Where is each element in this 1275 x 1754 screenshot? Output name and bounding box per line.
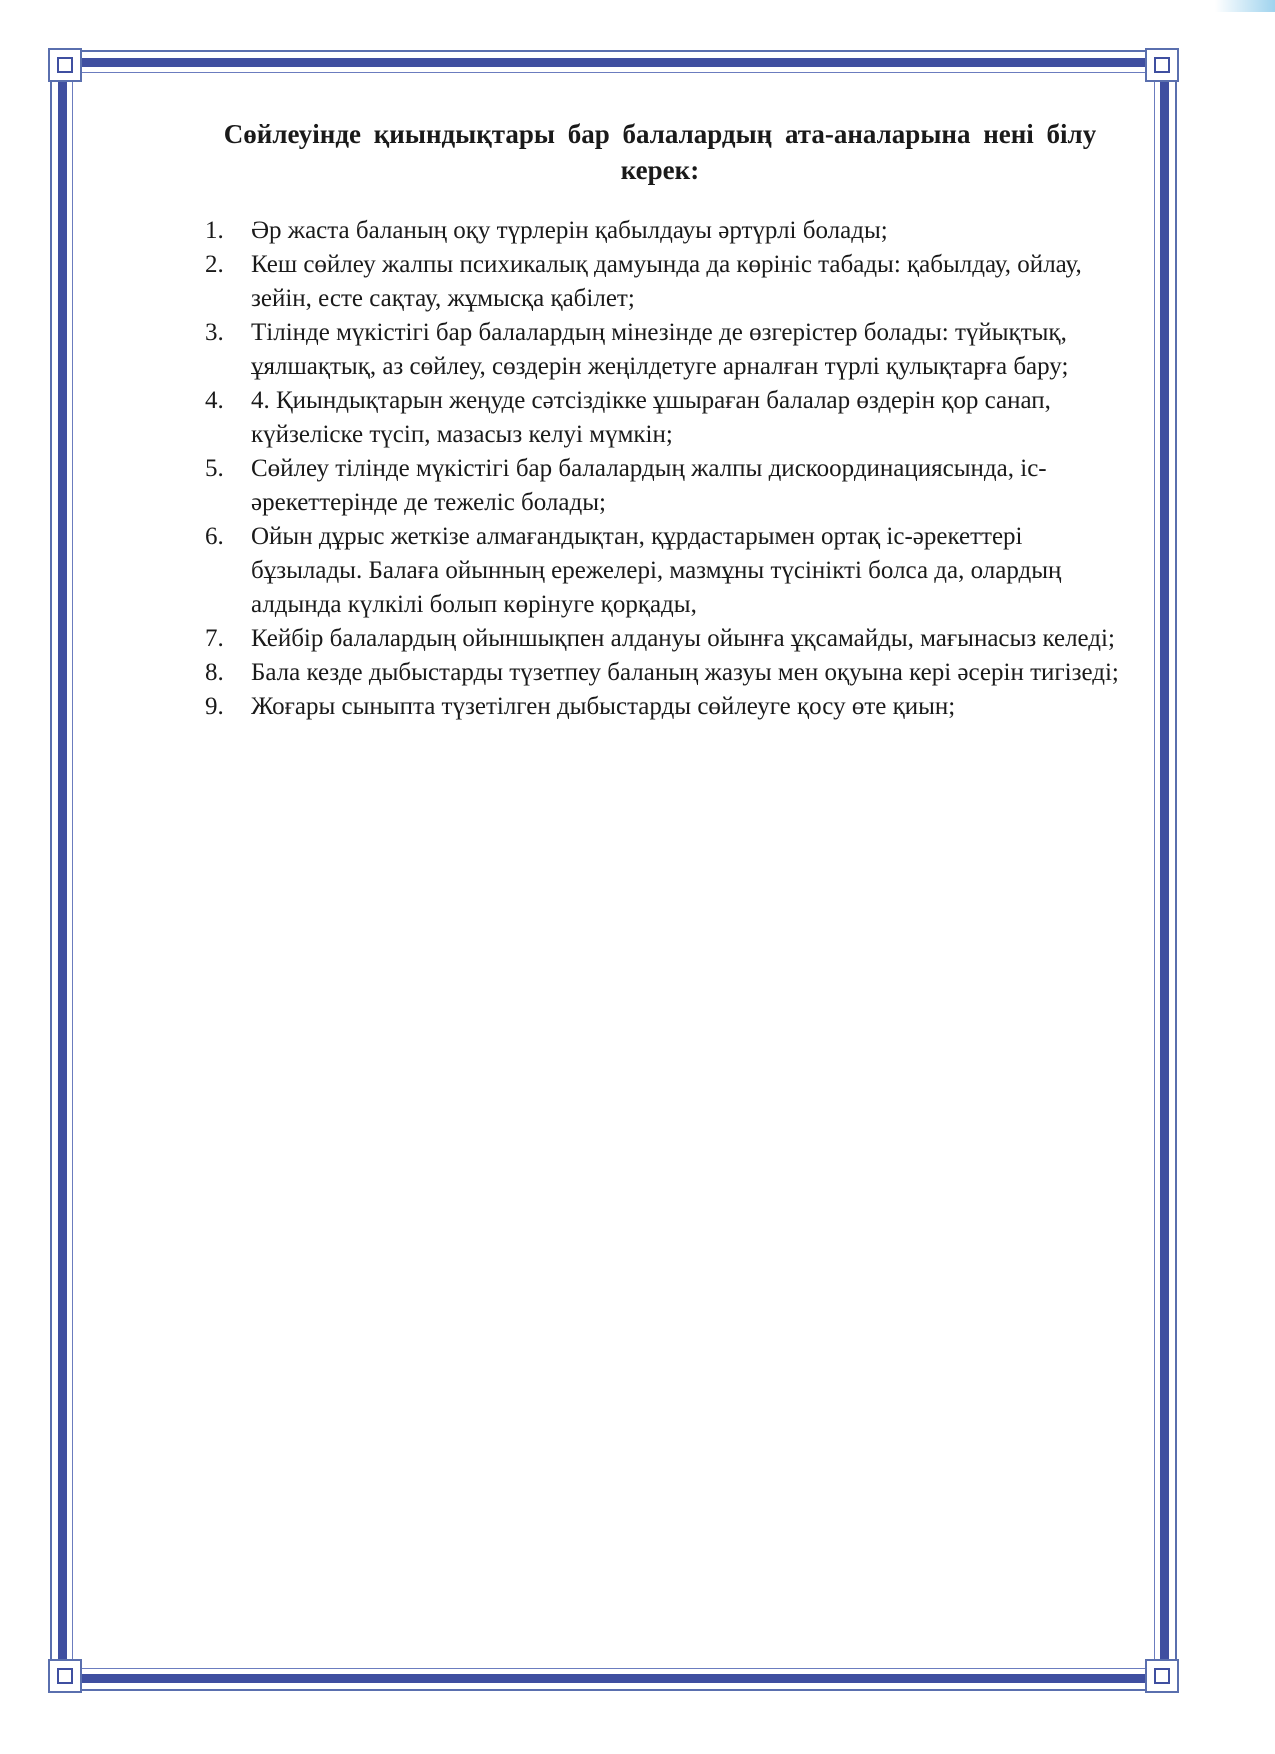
- list-item: [205, 384, 1135, 452]
- frame-corner-ornament: [1145, 48, 1179, 82]
- frame-corner-ornament: [48, 1659, 82, 1693]
- frame-corner-ornament: [1145, 1659, 1179, 1693]
- document-title: Сөйлеуінде қиындықтары бар балалардың ата-аналарына нені білу керек:: [223, 119, 1097, 185]
- list-item: [205, 656, 1135, 690]
- item-number: 8.: [205, 659, 224, 686]
- item-text: Кейбір балалардың ойыншықпен алдануы ойынға ұқсамайды, мағынасыз келеді;: [251, 625, 1115, 652]
- item-text: Жоғары сыныпта түзетілген дыбыстарды сөйлеуге қосу өте қиын;: [251, 693, 956, 720]
- scan-edge-tint: [1215, 0, 1275, 12]
- frame-corner-ornament: [48, 48, 82, 82]
- item-text: Сөйлеу тілінде мүкістігі бар балалардың жалпы дискоординациясында, іс-әрекеттерінде де тежеліс болады;: [251, 455, 1047, 516]
- item-number: 7.: [205, 625, 224, 652]
- list-item: [205, 214, 1135, 248]
- advice-list: [205, 214, 1135, 724]
- item-number: 3.: [205, 319, 224, 346]
- item-text: Бала кезде дыбыстарды түзетпеу баланың жазуы мен оқуына кері әсерін тигізеді;: [251, 659, 1119, 686]
- item-number: 1.: [205, 217, 224, 244]
- list-item: [205, 452, 1135, 520]
- item-text: Тілінде мүкістігі бар балалардың мінезінде де өзгерістер болады: түйықтық, ұялшақтық, аз сөйлеу, сөздерін жеңілдетуге арналған түрлі қулықтарға бару;: [251, 319, 1069, 380]
- list-item: [205, 622, 1135, 656]
- item-number: 2.: [205, 251, 224, 278]
- list-item: [205, 316, 1135, 384]
- item-text: Кеш сөйлеу жалпы психикалық дамуында да көрініс табады: қабылдау, ойлау, зейін, есте сақтау, жұмысқа қабілет;: [251, 251, 1082, 312]
- list-item: [205, 690, 1135, 724]
- list-item: [205, 248, 1135, 316]
- list-item: [205, 520, 1135, 622]
- item-number: 4.: [205, 387, 224, 414]
- item-text: 4. Қиындықтарын жеңуде сәтсіздікке ұшыраған балалар өздерін қор санап, күйзеліске түсіп, мазасыз келуі мүмкін;: [251, 387, 1051, 448]
- item-number: 6.: [205, 523, 224, 550]
- item-number: 5.: [205, 455, 224, 482]
- item-number: 9.: [205, 693, 224, 720]
- item-text: Әр жаста баланың оқу түрлерін қабылдауы әртүрлі болады;: [251, 217, 888, 244]
- item-text: Ойын дұрыс жеткізе алмағандықтан, құрдастарымен ортақ іс-әрекеттері бұзылады. Балаға ойынның ережелері, мазмұны түсінікті болса да, олардың алдында күлкілі болып көрінуге қорқады,: [251, 523, 1062, 618]
